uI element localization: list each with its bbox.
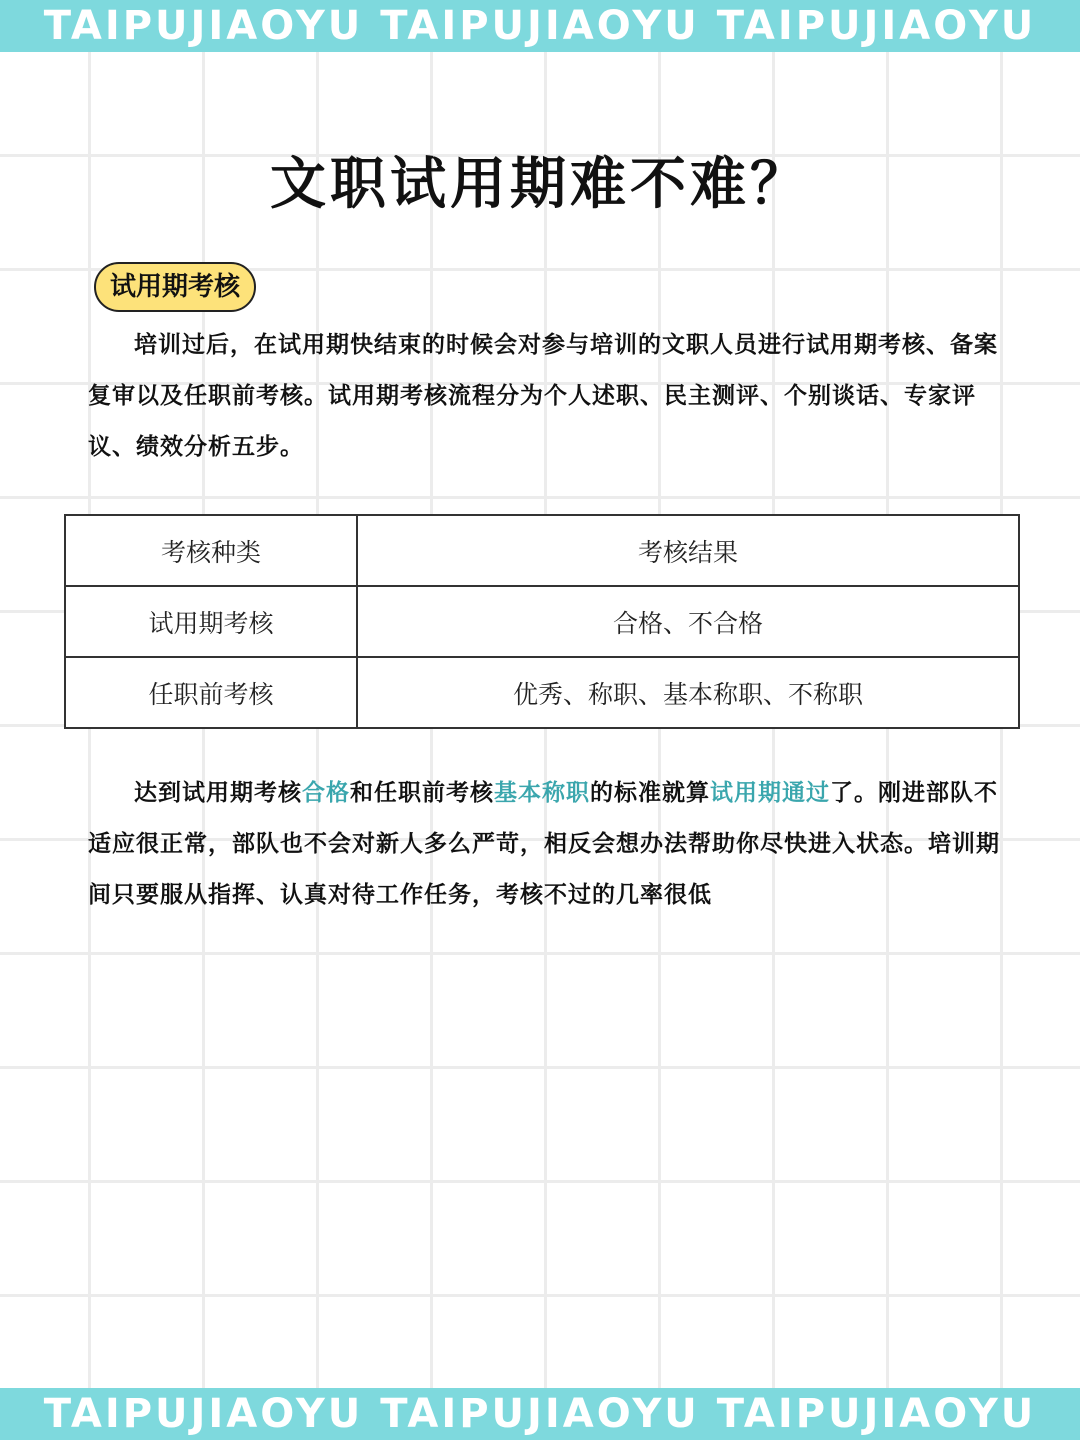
conclusion-paragraph: [88, 768, 1000, 921]
page-title: 文职试用期难不难？: [270, 152, 810, 217]
table-row: [65, 657, 1019, 728]
section-badge: 试用期考核: [94, 262, 256, 312]
assessment-table: [64, 514, 1020, 729]
conclusion-text: 和任职前考核: [350, 780, 494, 806]
table-cell: 试用期考核: [65, 586, 357, 657]
highlight-text: 合格: [302, 780, 350, 806]
bottom-banner: TAIPUJIAOYU TAIPUJIAOYU TAIPUJIAOYU: [0, 1388, 1080, 1440]
conclusion-text: 的标准就算: [590, 780, 710, 806]
conclusion-text: 了。刚进部队不适应很正常，部队也不会对新人多么严苛，相反会想办法帮助你尽快进入状态。培训期间只要服从指挥、认真对待工作任务，考核不过的几率很低: [88, 780, 1000, 908]
top-banner: TAIPUJIAOYU TAIPUJIAOYU TAIPUJIAOYU: [0, 0, 1080, 52]
highlight-text: 基本称职: [494, 780, 590, 806]
table-cell: 合格、不合格: [357, 586, 1019, 657]
table-header-cell: 考核种类: [65, 515, 357, 586]
table-row: [65, 586, 1019, 657]
table-header-cell: 考核结果: [357, 515, 1019, 586]
table-header-row: [65, 515, 1019, 586]
conclusion-text: 达到试用期考核: [134, 780, 302, 806]
table-cell: 任职前考核: [65, 657, 357, 728]
table-cell: 优秀、称职、基本称职、不称职: [357, 657, 1019, 728]
intro-paragraph: 培训过后，在试用期快结束的时候会对参与培训的文职人员进行试用期考核、备案复审以及任职前考核。试用期考核流程分为个人述职、民主测评、个别谈话、专家评议、绩效分析五步。: [88, 332, 998, 460]
highlight-text: 试用期通过: [710, 780, 830, 806]
